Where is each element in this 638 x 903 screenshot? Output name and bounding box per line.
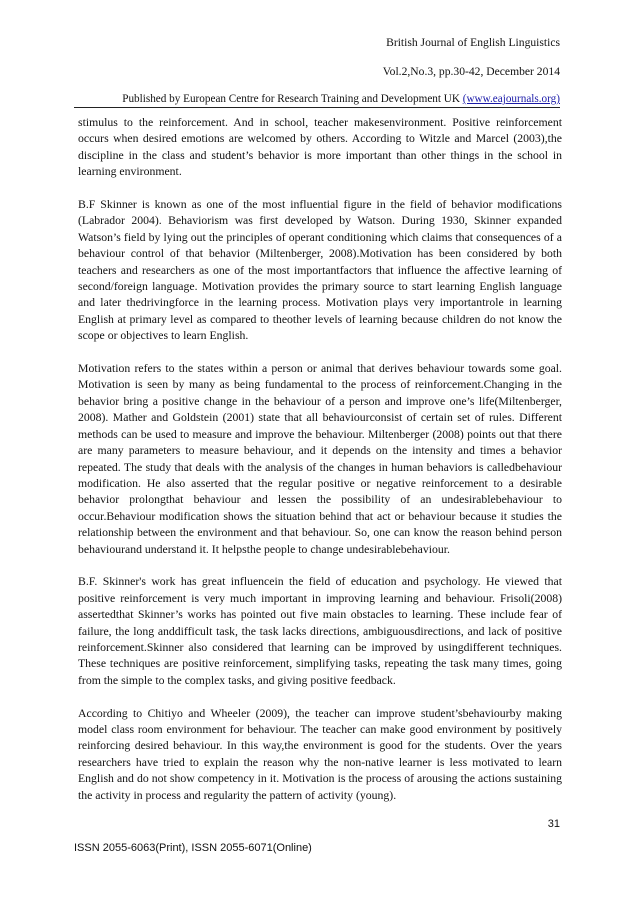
paragraph: According to Chitiyo and Wheeler (2009), the teacher can improve student’sbehaviourby making model class room environment for behaviour. The teacher can make good environment by positively reinforcing desired behaviour. In this way,the environment is good for the students. Over the years researchers have tried to explain the reason why the non-native learner is less motivated to learn English and do not show competency in it. Motivation is the process of arousing the actions sustaining the activity in process and regularity the pattern of activity (young). — [78, 706, 562, 802]
paragraph: stimulus to the reinforcement. And in school, teacher makesenvironment. Positive reinforcement occurs when desired emotions are welcomed by others. According to Witzle and Marcel (2003),the discipline in the class and student’s behavior is more important than other things in the school in learning environment. — [78, 116, 562, 179]
journal-title: British Journal of English Linguistics — [386, 36, 560, 49]
publisher-line — [74, 92, 560, 108]
paragraph: Motivation refers to the states within a person or animal that derives behaviour towards some goal. Motivation is seen by many as being fundamental to the process of reinforcement.Changing in the behavior bring a positive change in the behaviour of a person and improve one’s life(Miltenberger, 2008). Mather and Goldstein (2001) state that all behaviourconsist of certain set of rules. Different methods can be used to measure and improve the behaviour. Miltenberger (2008) points out that there are many parameters to measure behaviour, and it depends on the intensity and times a behavior repeated. The study that deals with the analysis of the changes in human behaviors is calledbehaviour modification. He also asserted that the regular positive or negative reinforcement to a desirable behavior prolongthat behaviour and lessen the possibility of an undesirablebehaviour to occur.Behaviour modification shows the situation behind that act or behaviour because it studies the relationship between the environment and that behaviour. So, one can know the reason behind person behaviourand understand it. It helpsthe people to change undesirablebehaviour. — [78, 362, 562, 556]
paragraph: B.F Skinner is known as one of the most influential figure in the field of behavior modifications (Labrador 2004). Behaviorism was first developed by Watson. During 1930, Skinner expanded Watson’s field by lying out the principles of operant conditioning which claims that consequences of a behaviour control of that behavior (Miltenberger, 2008).Motivation has been considered by both teachers and researchers as one of the most importantfactors that influence the affective learning of second/foreign language. Motivation provides the primary source to start learning English language and later thedrivingforce in the learning process. Motivation plays very importantrole in learning English at primary level as compared to theother levels of learning because children do not know the scope or objectives to learn English. — [78, 198, 562, 343]
issn-footer: ISSN 2055-6063(Print), ISSN 2055-6071(Online) — [74, 842, 312, 854]
body-text — [78, 115, 562, 820]
paragraph: B.F. Skinner's work has great influencein the field of education and psychology. He viewed that positive reinforcement is very much important in improving learning and behaviour. Frisoli(2008) assertedthat Skinner’s works has pointed out five main obstacles to learning. These include fear of failure, the long anddifficult task, the task lacks directions, ambiguousdirections, and lack of positive reinforcement.Skinner also considered that learning can be improved by usingdifferent techniques. These techniques are positive reinforcement, simplifying tasks, repeating the task many times, going from the simple to the complex tasks, and giving positive feedback. — [78, 575, 562, 687]
volume-info: Vol.2,No.3, pp.30-42, December 2014 — [382, 65, 560, 78]
publisher-link[interactable]: (www.eajournals.org) — [462, 93, 560, 105]
publisher-text: Published by European Centre for Research Training and Development UK — [122, 93, 463, 105]
page-number: 31 — [547, 818, 560, 830]
